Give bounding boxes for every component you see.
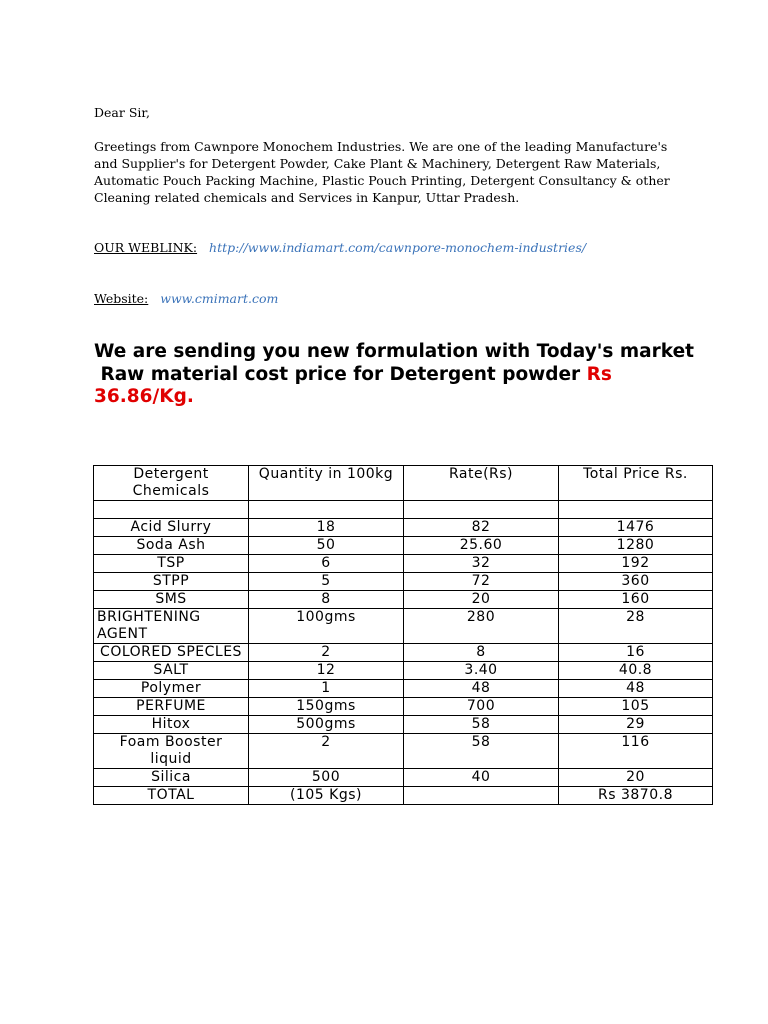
headline-line2 [94,364,714,409]
quantity-cell: 12 [249,662,404,680]
table-row [94,519,713,537]
chemical-cell: PERFUME [94,698,249,716]
rate-cell: 58 [404,716,559,734]
headline-line1: We are sending you new formulation with Today's market [94,341,694,362]
formulation-table [93,465,713,805]
headline-line2-prefix: Raw material cost price for Detergent powder [100,363,581,385]
table-row [94,573,713,591]
total-price-cell: 16 [559,644,713,662]
quantity-cell: 2 [249,644,404,662]
quantity-cell: 6 [249,555,404,573]
chemical-cell: Acid Slurry [94,519,249,537]
weblink-label: OUR WEBLINK: [94,240,198,255]
salutation: Dear Sir, [94,105,150,120]
rate-cell: 58 [404,734,559,769]
total-label-cell: TOTAL [94,787,249,805]
rate-cell: 700 [404,698,559,716]
table-row [94,716,713,734]
headline-price: Rs 36.86/Kg. [94,363,612,407]
quantity-cell: 1 [249,680,404,698]
quantity-cell: 50 [249,537,404,555]
quantity-cell: 2 [249,734,404,769]
total-price-cell: 116 [559,734,713,769]
total-price-cell: 29 [559,716,713,734]
header-cell: Detergent Chemicals [94,466,249,501]
weblink-row [94,239,586,256]
total-price-cell: 48 [559,680,713,698]
rate-cell: 82 [404,519,559,537]
chemical-cell: SALT [94,662,249,680]
header-cell: Quantity in 100kg [249,466,404,501]
rate-cell: 20 [404,591,559,609]
website-url[interactable]: www.cmimart.com [160,291,279,306]
rate-cell: 40 [404,769,559,787]
blank-cell [249,501,404,519]
table-row [94,662,713,680]
table-blank-row [94,501,713,519]
total-price-cell: 192 [559,555,713,573]
table-row [94,537,713,555]
table-row [94,591,713,609]
chemical-cell: Silica [94,769,249,787]
website-label: Website: [94,291,149,306]
total-price-cell: 28 [559,609,713,644]
total-price-cell: 1280 [559,537,713,555]
chemical-cell: Soda Ash [94,537,249,555]
total-price-cell: 1476 [559,519,713,537]
total-price-cell: 20 [559,769,713,787]
table-row [94,644,713,662]
chemical-cell: BRIGHTENING AGENT [94,609,249,644]
rate-cell: 72 [404,573,559,591]
rate-cell: 25.60 [404,537,559,555]
table-row [94,698,713,716]
quantity-cell: 8 [249,591,404,609]
rate-cell: 8 [404,644,559,662]
chemical-cell: Hitox [94,716,249,734]
total-price-cell: 40.8 [559,662,713,680]
quantity-cell: 500 [249,769,404,787]
website-row [94,290,278,307]
table-row [94,769,713,787]
total-quantity-cell: (105 Kgs) [249,787,404,805]
blank-cell [559,501,713,519]
rate-cell: 280 [404,609,559,644]
rate-cell: 3.40 [404,662,559,680]
chemical-cell: SMS [94,591,249,609]
table-row [94,609,713,644]
table-row [94,734,713,769]
chemical-cell: Polymer [94,680,249,698]
quantity-cell: 500gms [249,716,404,734]
total-price-cell: 360 [559,573,713,591]
total-price-cell: Rs 3870.8 [559,787,713,805]
intro-paragraph: Greetings from Cawnpore Monochem Industries. We are one of the leading Manufacture's and Supplier's for Detergent Powder, Cake Plant & Machinery, Detergent Raw Materials, Automatic Pouch Packing Machine, Plastic Pouch Printing, Detergent Consultancy & other Cleaning related chemicals and Services in Kanpur, Uttar Pradesh. [94,139,670,205]
quantity-cell: 100gms [249,609,404,644]
headline [94,341,714,409]
total-price-cell: 160 [559,591,713,609]
table-total-row [94,787,713,805]
blank-cell [94,501,249,519]
table-row [94,680,713,698]
chemical-cell: STPP [94,573,249,591]
rate-cell: 48 [404,680,559,698]
quantity-cell: 18 [249,519,404,537]
total-rate-cell [404,787,559,805]
quantity-cell: 5 [249,573,404,591]
table-header-row [94,466,713,501]
total-price-cell: 105 [559,698,713,716]
quantity-cell: 150gms [249,698,404,716]
rate-cell: 32 [404,555,559,573]
blank-cell [404,501,559,519]
header-cell: Total Price Rs. [559,466,713,501]
chemical-cell: COLORED SPECLES [94,644,249,662]
chemical-cell: TSP [94,555,249,573]
chemical-cell: Foam Booster liquid [94,734,249,769]
table-row [94,555,713,573]
weblink-url[interactable]: http://www.indiamart.com/cawnpore-monochem-industries/ [209,240,587,255]
header-cell: Rate(Rs) [404,466,559,501]
